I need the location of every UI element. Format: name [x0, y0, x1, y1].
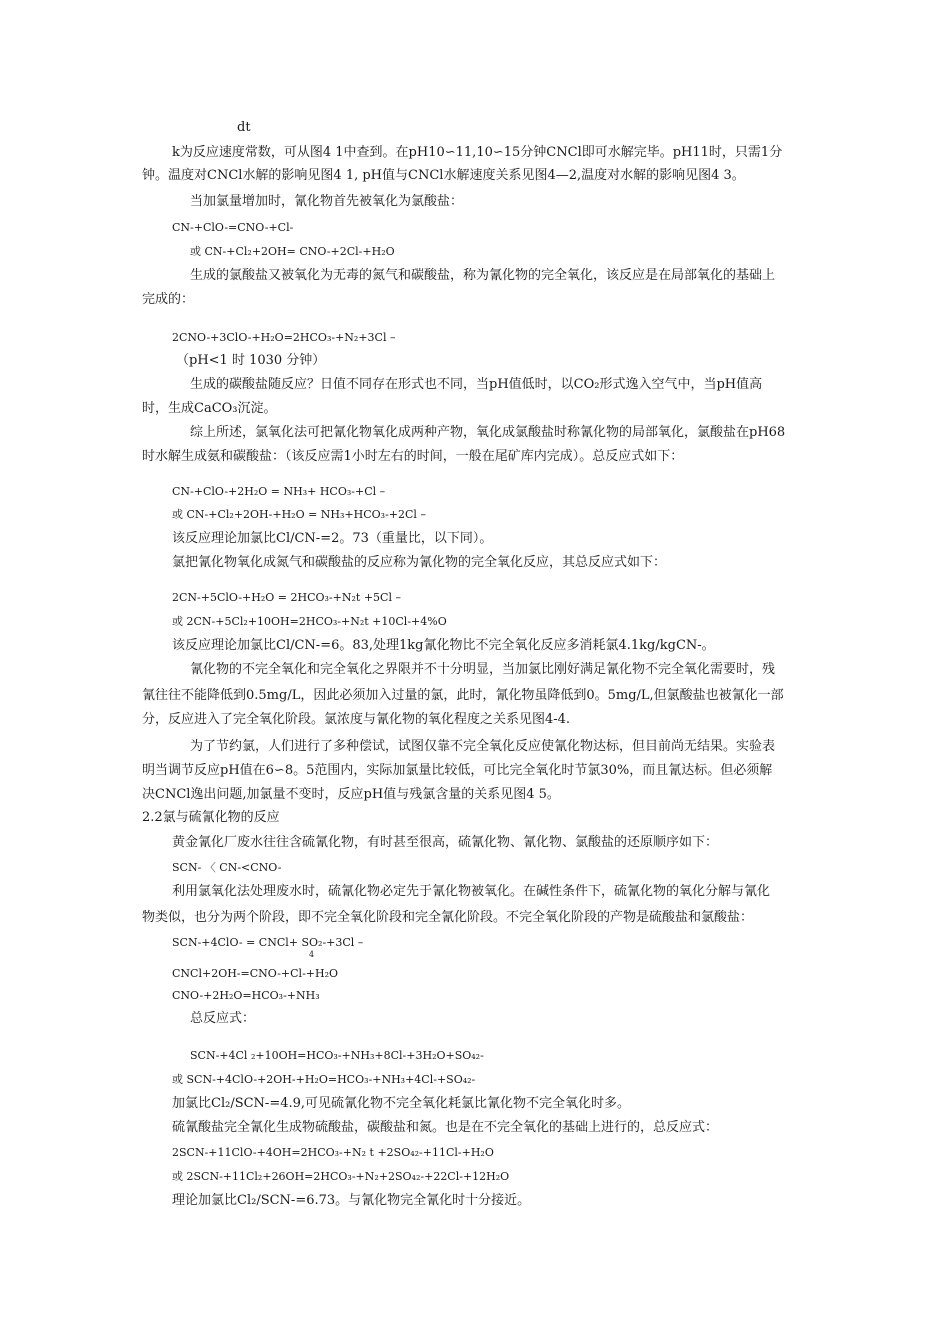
- text-line: （pH<1 时 1030 分钟）: [176, 353, 326, 368]
- text-line: 黄金氰化厂废水往往含硫氰化物，有时甚至很高，硫氰化物、氰化物、氯酸盐的还原顺序如下：: [172, 835, 719, 850]
- text-line: 完成的：: [142, 292, 195, 307]
- text-line: 综上所述，氯氧化法可把氰化物氧化成两种产物，氧化成氯酸盐时称氰化物的局部氧化，氯酸盐在pH68: [190, 425, 786, 440]
- text-line: dt: [237, 120, 251, 135]
- text-line: 时，生成CaCO₃沉淀。: [142, 401, 277, 416]
- text-line: 硫氰酸盐完全氰化生成物硫酸盐，碳酸盐和氮。也是在不完全氧化的基础上进行的，总反应式：: [172, 1120, 719, 1135]
- equation: 2CNO-+3ClO-+H₂O=2HCO₃-+N₂+3Cl –: [172, 331, 396, 344]
- equation: CN-+ClO-+2H₂O = NH₃+ HCO₃-+Cl –: [172, 485, 386, 498]
- text-line: 决CNCl逸出问题,加氯量不变时，反应pH值与残氯含量的关系见图4 5。: [142, 787, 560, 802]
- equation: 2CN-+5ClO-+H₂O = 2HCO₃-+N₂t +5Cl –: [172, 591, 401, 604]
- subscript-mark: 4: [309, 950, 315, 959]
- text-line: 钟。温度对CNCl水解的影响见图4 1, pH值与CNCl水解速度关系见图4—2,温度对水解的影响见图4 3。: [142, 168, 745, 183]
- text-line: 时水解生成氨和碳酸盐：（该反应需1小时左右的时间，一般在尾矿库内完成）。总反应式如下：: [142, 449, 684, 464]
- text-line: 氰往往不能降低到0.5mg/L，因此必须加入过量的氯，此时，氰化物虽降低到0。5mg/L,但氯酸盐也被氰化一部: [142, 688, 784, 703]
- equation: SCN-+4Cl ₂+10OH=HCO₃-+NH₃+8Cl-+3H₂O+SO₄₂-: [190, 1049, 484, 1062]
- text-line: 利用氯氧化法处理废水时，硫氰化物必定先于氰化物被氧化。在碱性条件下，硫氰化物的氧化分解与氰化: [172, 884, 771, 899]
- text-line: 当加氯量增加时，氰化物首先被氧化为氯酸盐：: [190, 194, 464, 209]
- text-line: k为反应速度常数，可从图4 1中查到。在pH10∽11,10∽15分钟CNCl即可水解完毕。pH11时，只需1分: [172, 145, 783, 160]
- text-line: 氰化物的不完全氧化和完全氧化之界限并不十分明显，当加氯比刚好满足氰化物不完全氧化需要时，残: [190, 662, 776, 677]
- equation: SCN- 〈 CN-<CNO-: [172, 861, 282, 874]
- equation: 或 2CN-+5Cl₂+10OH=2HCO₃-+N₂t +10Cl-+4%O: [172, 615, 447, 628]
- text-line: 明当调节反应pH值在6∽8。5范围内，实际加氯量比较低，可比完全氧化时节氯30%，而且氰达标。但必须解: [142, 763, 773, 778]
- text-line: 物类似，也分为两个阶段，即不完全氧化阶段和完全氰化阶段。不完全氧化阶段的产物是硫酸盐和氯酸盐：: [142, 910, 754, 925]
- text-line: 该反应理论加氯比Cl/CN-=2。73（重量比，以下同）。: [172, 531, 493, 546]
- equation: 或 CN-+Cl₂+2OH= CNO-+2Cl-+H₂O: [190, 245, 395, 258]
- equation: CNO-+2H₂O=HCO₃-+NH₃: [172, 989, 320, 1002]
- text-line: 生成的碳酸盐随反应？日值不同存在形式也不同，当pH值低时，以CO₂形式逸入空气中，当pH值高: [190, 377, 763, 392]
- equation: 2SCN-+11ClO-+4OH=2HCO₃-+N₂ t +2SO₄₂-+11Cl-+H₂O: [172, 1146, 494, 1159]
- equation: 或 CN-+Cl₂+2OH-+H₂O = NH₃+HCO₃-+2Cl –: [172, 508, 426, 521]
- equation: 或 2SCN-+11Cl₂+26OH=2HCO₃-+N₂+2SO₄₂-+22Cl-+12H₂O: [172, 1170, 510, 1183]
- text-line: 生成的氯酸盐又被氧化为无毒的氮气和碳酸盐，称为氰化物的完全氧化，该反应是在局部氧化的基础上: [190, 268, 776, 283]
- equation: CNCl+2OH-=CNO-+Cl-+H₂O: [172, 967, 339, 980]
- text-line: 氯把氰化物氧化成氮气和碳酸盐的反应称为氰化物的完全氧化反应，其总反应式如下：: [172, 555, 667, 570]
- text-line: 分，反应进入了完全氧化阶段。氯浓度与氰化物的氧化程度之关系见图4-4.: [142, 712, 571, 727]
- section-heading: 2.2氯与硫氰化物的反应: [142, 810, 280, 825]
- text-line: 该反应理论加氯比Cl/CN-=6。83,处理1kg氰化物比不完全氧化反应多消耗氯4.1kg/kgCN-。: [172, 638, 715, 653]
- text-line: 理论加氯比Cl₂/SCN-=6.73。与氰化物完全氰化时十分接近。: [172, 1193, 531, 1208]
- text-line: 加氯比Cl₂/SCN-=4.9,可见硫氰化物不完全氧化耗氯比氰化物不完全氧化时多。: [172, 1096, 631, 1111]
- text-line: 总反应式：: [190, 1011, 256, 1026]
- equation: 或 SCN-+4ClO-+2OH-+H₂O=HCO₃-+NH₃+4Cl-+SO₄₂-: [172, 1073, 476, 1086]
- equation: SCN-+4ClO- = CNCl+ SO₂-+3Cl –: [172, 936, 364, 949]
- text-line: 为了节约氯，人们进行了多种偿试，试图仅靠不完全氧化反应使氰化物达标，但目前尚无结果。实验表: [190, 739, 776, 754]
- equation: CN-+ClO-=CNO-+Cl-: [172, 221, 294, 234]
